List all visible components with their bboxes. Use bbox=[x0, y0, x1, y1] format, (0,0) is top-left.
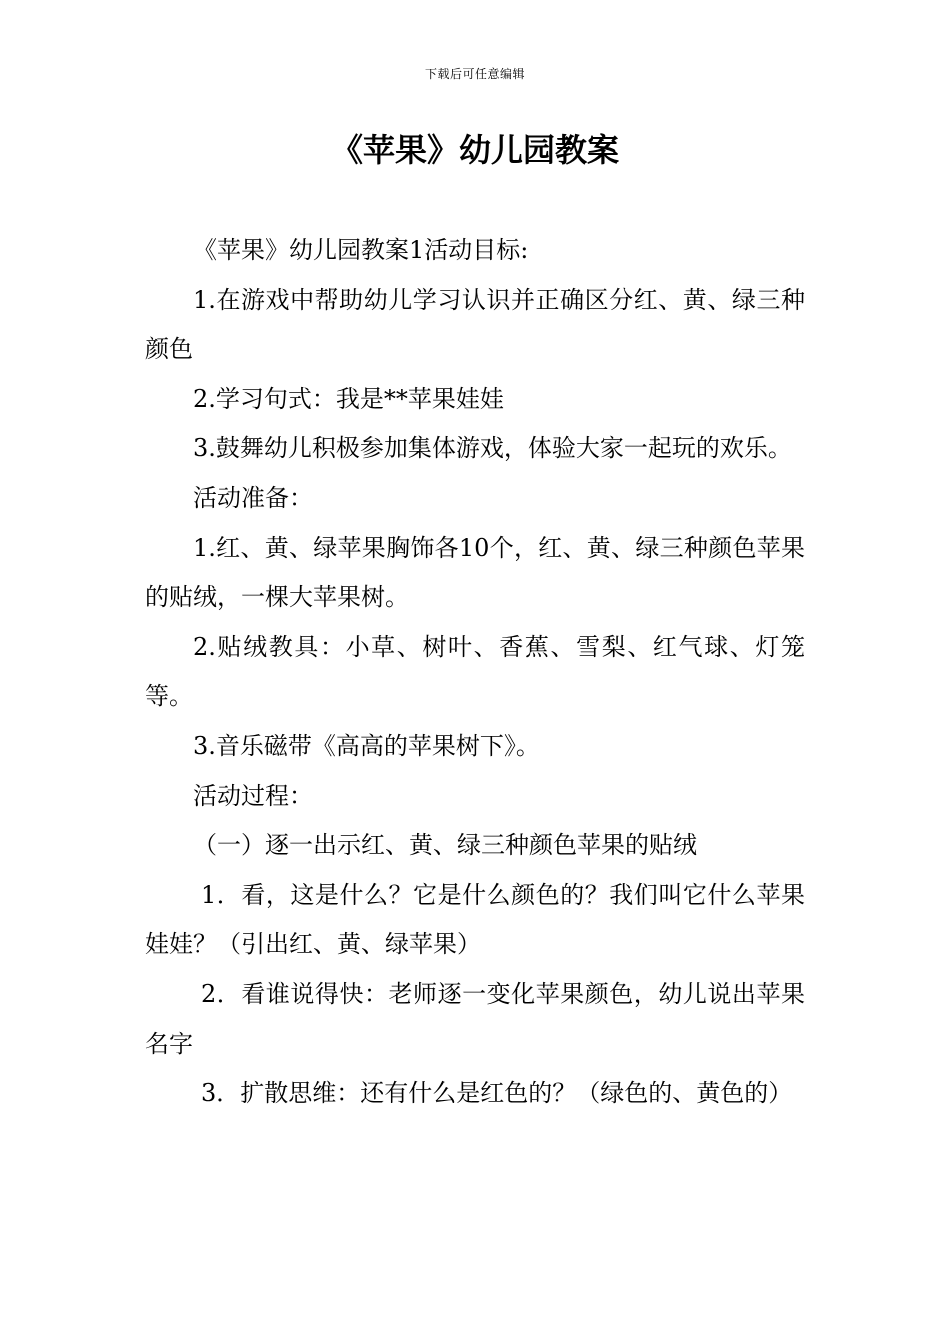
paragraph-preparation-1: 1.红、黄、绿苹果胸饰各10个，红、黄、绿三种颜色苹果的贴绒，一棵大苹果树。 bbox=[145, 533, 805, 612]
document-body bbox=[145, 226, 805, 1119]
paragraph-activity-goals-heading: 《苹果》幼儿园教案1活动目标: bbox=[193, 236, 529, 264]
paragraph-goal-3: 3.鼓舞幼儿积极参加集体游戏，体验大家一起玩的欢乐。 bbox=[193, 434, 792, 463]
paragraph-goal-2: 2.学习句式：我是**苹果娃娃 bbox=[193, 384, 504, 413]
paragraph-process-step-1-heading: （一）逐一出示红、黄、绿三种颜色苹果的贴绒 bbox=[193, 831, 697, 860]
paragraph-process-2: 2．看谁说得快：老师逐一变化苹果颜色，幼儿说出苹果名字 bbox=[145, 979, 805, 1058]
paragraph-goal-1: 1.在游戏中帮助幼儿学习认识并正确区分红、黄、绿三种颜色 bbox=[145, 285, 805, 364]
paragraph-process-1: 1．看，这是什么？它是什么颜色的？我们叫它什么苹果娃娃？（引出红、黄、绿苹果） bbox=[145, 880, 805, 959]
paragraph-preparation-3: 3.音乐磁带《高高的苹果树下》。 bbox=[193, 731, 540, 760]
paragraph-preparation-heading: 活动准备： bbox=[193, 483, 313, 512]
paragraph-process-heading: 活动过程： bbox=[193, 781, 313, 810]
page-title: 《苹果》幼儿园教案 bbox=[330, 131, 619, 169]
paragraph-preparation-2: 2.贴绒教具：小草、树叶、香蕉、雪梨、红气球、灯笼等。 bbox=[145, 632, 805, 711]
paragraph-process-3: 3．扩散思维：还有什么是红色的？（绿色的、黄色的） bbox=[201, 1079, 793, 1108]
header-note: 下载后可任意编辑 bbox=[424, 67, 525, 81]
